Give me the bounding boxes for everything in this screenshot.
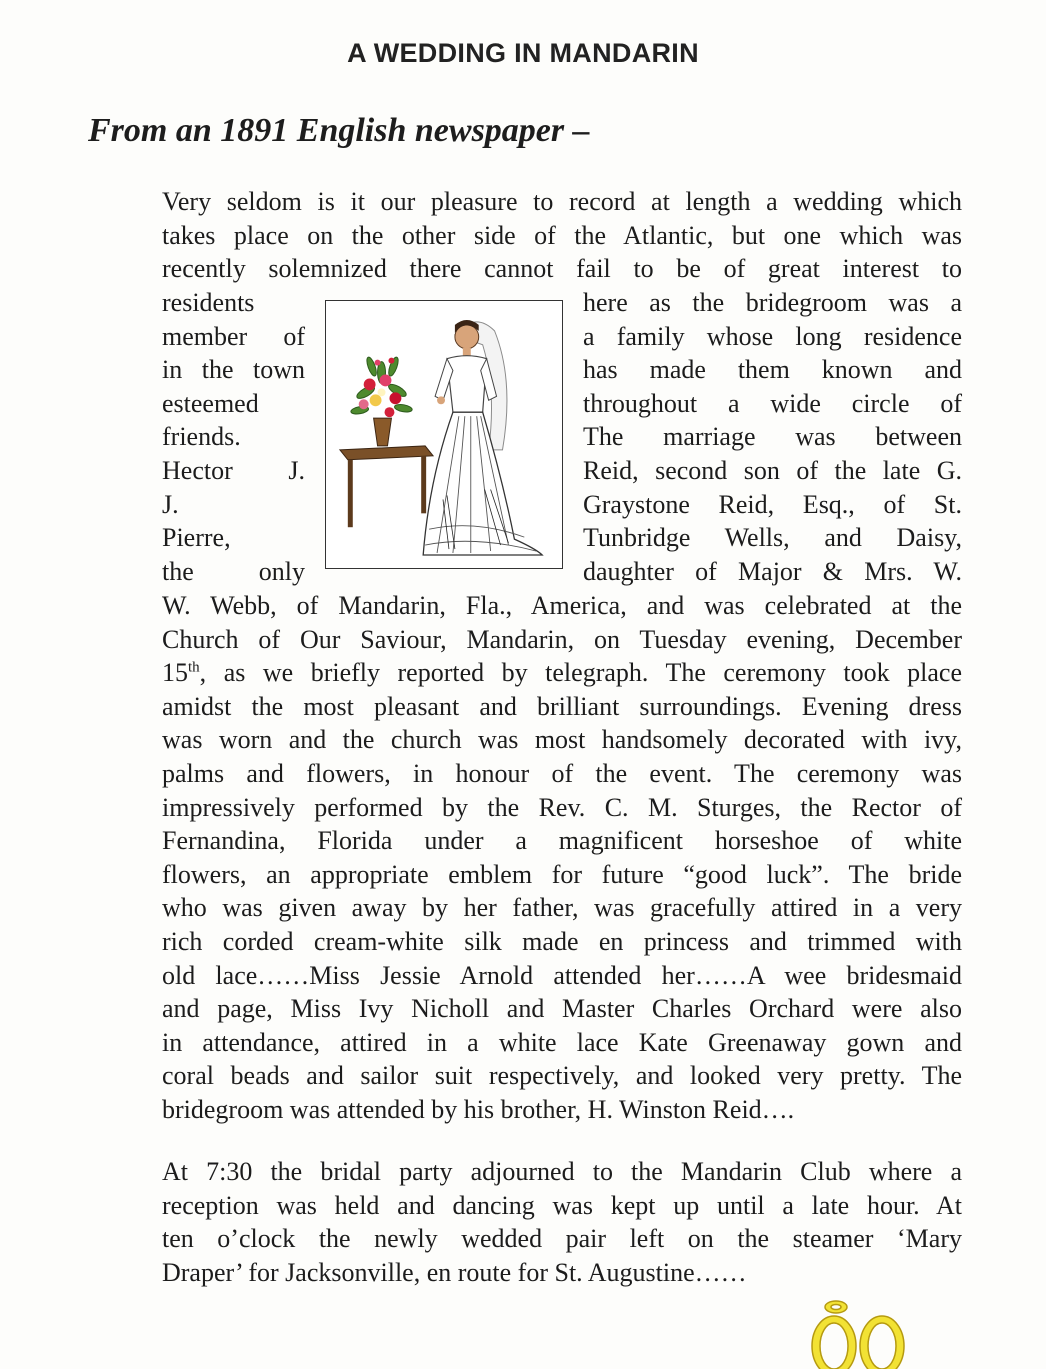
text-line: friends. (162, 422, 241, 452)
text-line: residents (162, 288, 255, 317)
text-line: member of (162, 321, 305, 351)
text-line: the only (162, 556, 305, 586)
text-line: amidst the most pleasant and brilliant surroundings. Evening dress (162, 691, 962, 721)
right-text-column (583, 286, 962, 588)
text-line: The marriage was between (583, 422, 962, 452)
wedding-rings-icon (806, 1298, 926, 1369)
text-line: reception was held and dancing was kept up until a late hour. At (162, 1190, 962, 1220)
text-line: impressively performed by the Rev. C. M. Sturges, the Rector of (162, 792, 962, 822)
text-line: Tunbridge Wells, and Daisy, (583, 523, 962, 553)
text-line: here as the bridegroom was a (583, 288, 962, 317)
text-line: rich corded cream-white silk made en princess and trimmed with (162, 926, 962, 956)
text-line: ten o’clock the newly wedded pair left on the steamer ‘Mary (162, 1224, 962, 1254)
text-line: Reid, second son of the late G. (583, 455, 962, 485)
date-rest: , as we briefly reported by telegraph. The ceremony took place (199, 658, 962, 688)
text-line: was worn and the church was most handsomely decorated with ivy, (162, 725, 962, 755)
text-line: who was given away by her father, was gracefully attired in a very (162, 893, 962, 923)
article-body (162, 589, 962, 1127)
text-line: has made them known and (583, 355, 962, 385)
date-day: 15 (162, 658, 188, 688)
date-suffix: th (188, 659, 200, 676)
text-line: in the town (162, 355, 305, 385)
text-line: flowers, an appropriate emblem for future “good luck”. The bride (162, 859, 962, 889)
text-line: Graystone Reid, Esq., of St. (583, 489, 962, 519)
text-line: esteemed (162, 388, 259, 418)
text-line: recently solemnized there cannot fail to be of great interest to (162, 254, 962, 284)
left-text-column (162, 286, 305, 588)
text-line: J. (162, 489, 179, 519)
text-line: Church of Our Saviour, Mandarin, on Tuesday evening, December (162, 624, 962, 654)
text-line: old lace……Miss Jessie Arnold attended her……A wee bridesmaid (162, 960, 962, 990)
text-line: a family whose long residence (583, 321, 962, 351)
text-line: in attendance, attired in a white lace Kate Greenaway gown and (162, 1027, 962, 1057)
date-line (162, 656, 962, 690)
text-line: Pierre, (162, 523, 231, 553)
bride-with-flowers-icon (326, 301, 562, 568)
page-title: A WEDDING IN MANDARIN (347, 38, 699, 68)
text-line: Hector J. (162, 455, 305, 485)
page-subtitle: From an 1891 English newspaper – (88, 112, 590, 149)
text-line: takes place on the other side of the Atlantic, but one which was (162, 220, 962, 250)
text-line: Draper’ for Jacksonville, en route for St. Augustine…… (162, 1257, 747, 1287)
text-line: throughout a wide circle of (583, 388, 962, 418)
text-line: palms and flowers, in honour of the event. The ceremony was (162, 758, 962, 788)
text-line: Fernandina, Florida under a magnificent horseshoe of white (162, 826, 962, 856)
text-line: At 7:30 the bridal party adjourned to the Mandarin Club where a (162, 1157, 962, 1186)
text-line: bridegroom was attended by his brother, H. Winston Reid…. (162, 1094, 795, 1124)
text-line: W. Webb, of Mandarin, Fla., America, and was celebrated at the (162, 591, 962, 620)
text-line: daughter of Major & Mrs. W. (583, 556, 962, 586)
text-line: Very seldom is it our pleasure to record at length a wedding which (162, 187, 962, 216)
text-line: and page, Miss Ivy Nicholl and Master Charles Orchard were also (162, 994, 962, 1024)
intro-paragraph (162, 185, 962, 286)
bride-illustration-frame (325, 300, 563, 569)
text-line: coral beads and sailor suit respectively, and looked very pretty. The (162, 1061, 962, 1091)
closing-paragraph (162, 1155, 962, 1289)
